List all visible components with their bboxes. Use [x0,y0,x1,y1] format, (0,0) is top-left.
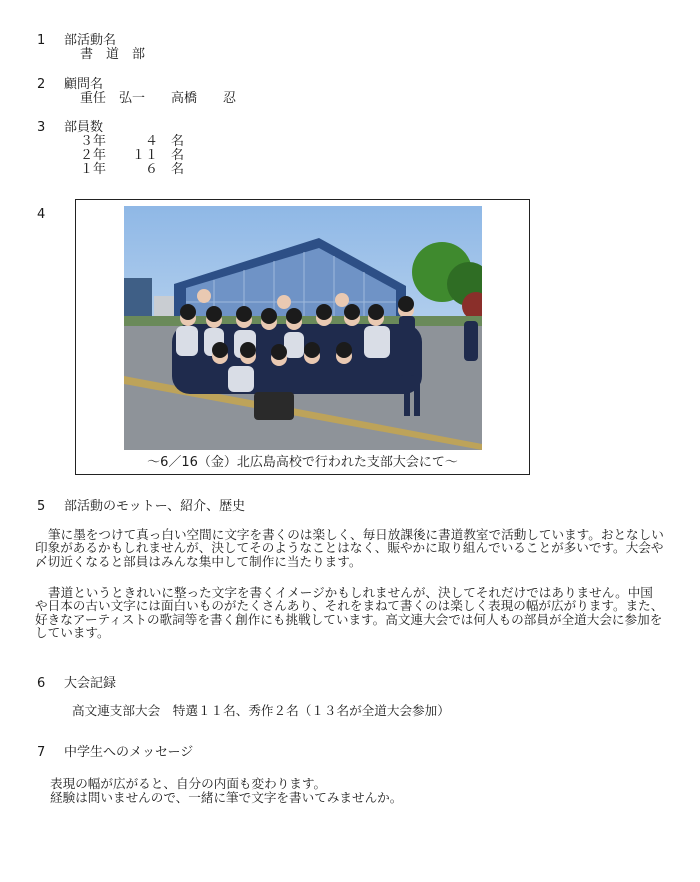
section-3-title: 部員数 [64,120,104,135]
section-2-title: 顧問名 [64,77,104,92]
message-line: 経験は問いませんので、一緒に筆で文字を書いてみませんか。 [50,790,403,805]
member-count-row: ３年 ４ 名 [80,134,185,149]
photo-caption: ～6／16（金）北広島高校で行われた支部大会にて～ [147,455,458,470]
section-6-title: 大会記録 [64,676,117,691]
member-count-row: ２年 １１ 名 [80,148,185,163]
section-1-number: 1 [37,33,46,48]
intro-paragraph: 筆に墨をつけて真っ白い空間に文字を書くのは楽しく、毎日放課後に書道教室で活動しています。おとなしい印象があるかもしれませんが、決してそのようなことはなく、賑やかに取り組んでいることが多いです。大会や〆切近くなると部員はみんな集中して制作に当たります。 [35,527,664,569]
advisor-names: 重任 弘一 高橋 忍 [80,91,237,106]
message-line: 表現の幅が広がると、自分の内面も変わります。 [50,776,327,791]
section-7-number: 7 [37,745,46,760]
section-7-title: 中学生へのメッセージ [64,745,194,760]
intro-paragraph: 書道というときれいに整った文字を書くイメージかもしれませんが、決してそれだけではありません。中国や日本の古い文字には面白いものがたくさんあり、それをまねて書くのは楽しく表現の幅が広がります。また、好きなアーティストの歌詞等を書く創作にも挑戦しています。高文連大会では何人もの部員が全道大会に参加をしています。 [35,585,664,641]
competition-record: 高文連支部大会 特選１１名、秀作２名（１３名が全道大会参加） [72,703,450,718]
section-3-number: 3 [37,120,46,135]
section-1-title: 部活動名 [64,33,117,48]
club-name: 書 道 部 [80,47,146,62]
photo-frame [75,199,530,475]
section-2-number: 2 [37,77,46,92]
section-5-title: 部活動のモットー、紹介、歴史 [64,499,246,514]
section-4-number: 4 [37,207,46,222]
section-5-number: 5 [37,499,46,514]
member-count-row: １年 ６ 名 [80,162,185,177]
group-photo [124,206,482,450]
section-6-number: 6 [37,676,46,691]
